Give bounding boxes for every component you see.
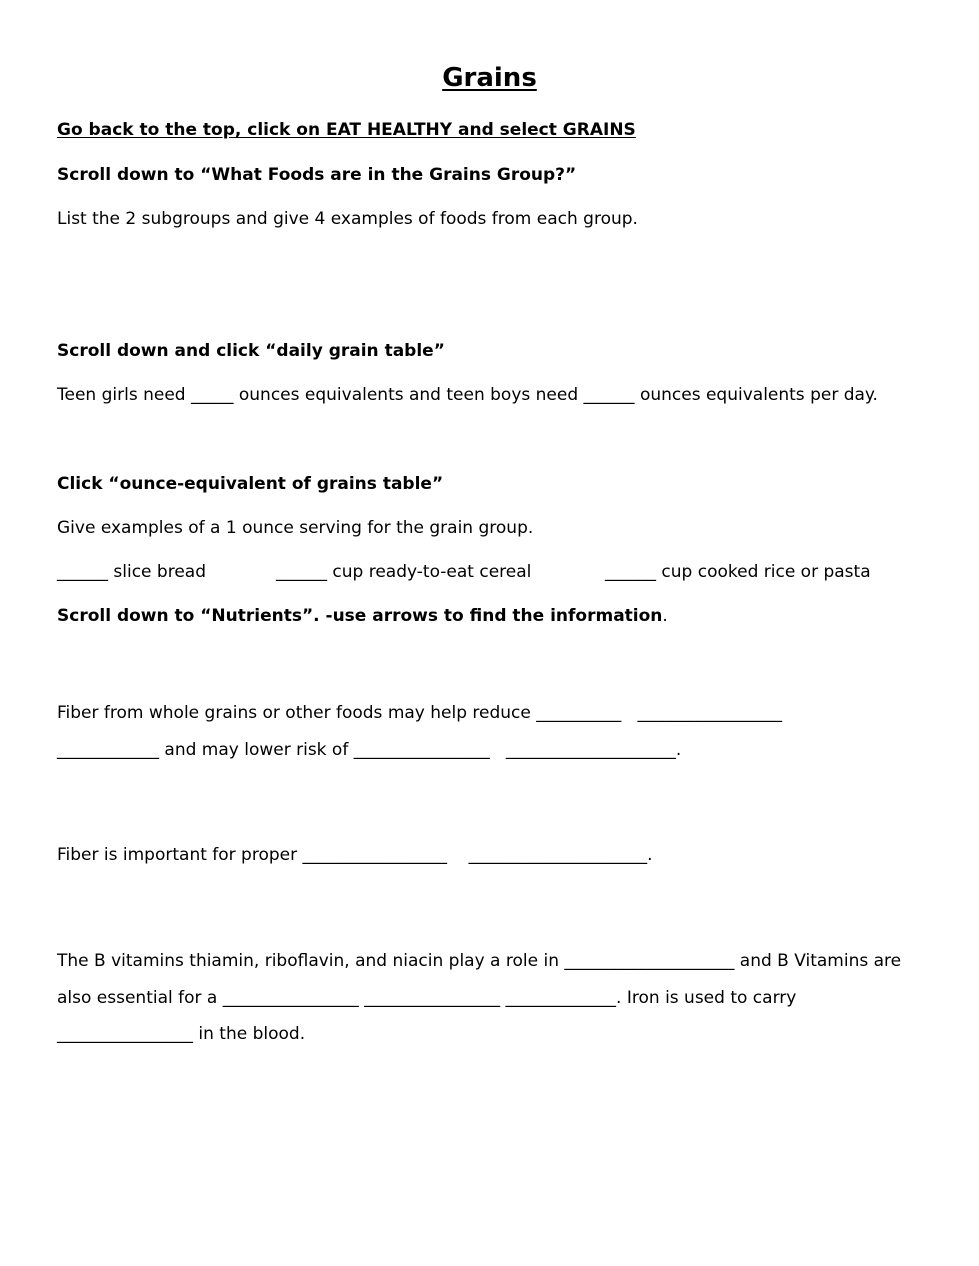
fiber-reduce-line2: ____________ and may lower risk of ________________ ____________________. (57, 740, 682, 760)
heading-nutrients (57, 606, 668, 626)
serving-cereal: ______ cup ready-to-eat cereal (276, 562, 532, 582)
question-ounce-needs: Teen girls need _____ ounces equivalents and teen boys need ______ ounces equivalents per day. (57, 385, 878, 405)
instruction-eat-healthy: Go back to the top, click on EAT HEALTHY and select GRAINS (57, 120, 636, 140)
heading-daily-grain-table: Scroll down and click “daily grain table” (57, 341, 445, 361)
vitamins-line2: also essential for a ________________ ________________ _____________. Iron is used to carry (57, 988, 797, 1008)
serving-rice: ______ cup cooked rice or pasta (605, 562, 871, 582)
vitamins-line1: The B vitamins thiamin, riboflavin, and niacin play a role in ____________________ and B Vitamins are (57, 951, 902, 971)
question-serving-examples: Give examples of a 1 ounce serving for the grain group. (57, 518, 534, 538)
fiber-important: Fiber is important for proper _________________ _____________________. (57, 845, 653, 865)
heading-nutrients-text: Scroll down to “Nutrients”. -use arrows to find the information (57, 606, 663, 626)
heading-grains-group: Scroll down to “What Foods are in the Grains Group?” (57, 165, 577, 185)
fiber-reduce-line1: Fiber from whole grains or other foods may help reduce __________ _________________ (57, 703, 782, 723)
serving-bread: ______ slice bread (57, 562, 206, 582)
heading-nutrients-period: . (662, 606, 668, 626)
page-title: Grains (442, 63, 537, 93)
vitamins-line3: ________________ in the blood. (57, 1024, 306, 1044)
question-subgroups: List the 2 subgroups and give 4 examples of foods from each group. (57, 209, 638, 229)
heading-ounce-equivalent: Click “ounce-equivalent of grains table” (57, 474, 444, 494)
